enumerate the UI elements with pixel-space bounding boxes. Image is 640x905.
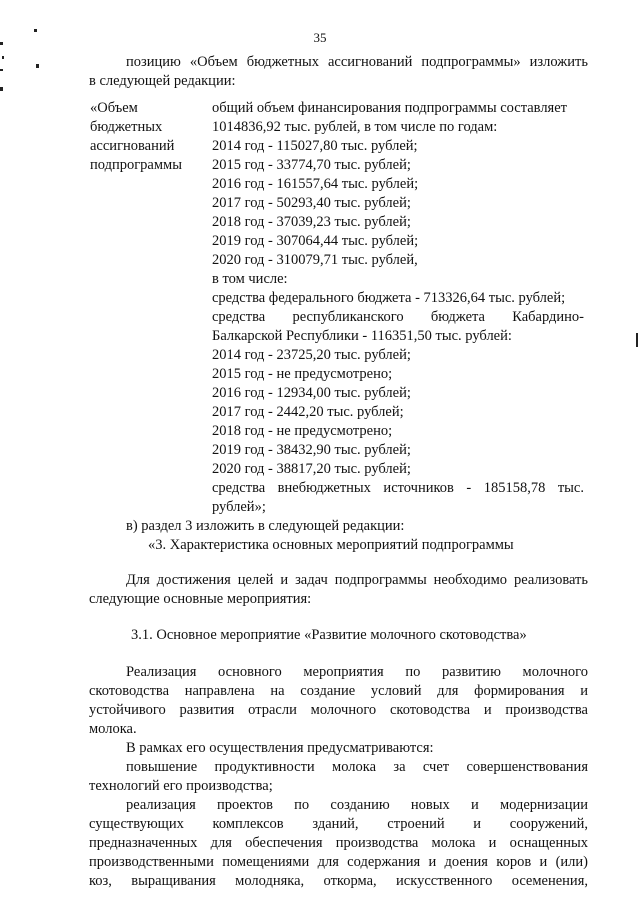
table-value-line: 2014 год - 115027,80 тыс. рублей; — [212, 138, 418, 154]
table-label-line: подпрограммы — [90, 157, 182, 173]
paragraph-line: Реализация основного мероприятия по развитию молочного — [126, 664, 588, 680]
paragraph-line: коз, выращивания молодняка, откорма, искусственного осеменения, — [89, 873, 588, 889]
paragraph-line: производственными помещениями для содержания и доения коров и (или) — [89, 854, 588, 870]
table-value-line: 2019 год - 38432,90 тыс. рублей; — [212, 442, 411, 458]
paragraph-line: Для достижения целей и задач подпрограммы необходимо реализовать — [126, 572, 588, 588]
table-value-line: 2016 год - 12934,00 тыс. рублей; — [212, 385, 411, 401]
table-value-line: 2020 год - 310079,71 тыс. рублей, — [212, 252, 418, 268]
section-heading: «3. Характеристика основных мероприятий подпрограммы — [148, 537, 514, 553]
table-value-line: Балкарской Республики - 116351,50 тыс. рублей: — [212, 328, 512, 344]
table-value-line: 2018 год - 37039,23 тыс. рублей; — [212, 214, 411, 230]
table-value-line: средства федерального бюджета - 713326,64 тыс. рублей; — [212, 290, 566, 306]
table-value-line: 2019 год - 307064,44 тыс. рублей; — [212, 233, 419, 249]
paragraph-line: молока. — [89, 721, 137, 737]
scan-mark — [2, 56, 4, 59]
intro-line: позицию «Объем бюджетных ассигнований подпрограммы» изложить — [126, 54, 588, 70]
paragraph-line: следующие основные мероприятия: — [89, 591, 312, 607]
paragraph-line: В рамках его осуществления предусматриваются: — [126, 740, 434, 756]
table-value-line: в том числе: — [212, 271, 288, 287]
section-b-text: в) раздел 3 изложить в следующей редакции: — [126, 518, 405, 534]
table-value-line: 2015 год - 33774,70 тыс. рублей; — [212, 157, 411, 173]
table-value-line: 2015 год - не предусмотрено; — [212, 366, 393, 382]
table-value-line: 2014 год - 23725,20 тыс. рублей; — [212, 347, 411, 363]
table-value-line: средства республиканского бюджета Кабардино- — [212, 309, 584, 325]
page-number: 35 — [313, 30, 327, 45]
table-value-line: рублей»; — [212, 499, 266, 515]
paragraph-line: устойчивого развития отрасли молочного скотоводства и производства — [89, 702, 588, 718]
table-value-line: общий объем финансирования подпрограммы составляет — [212, 100, 567, 116]
intro-line: в следующей редакции: — [89, 73, 236, 89]
paragraph-line: предназначенных для обеспечения производства молока и оснащенных — [89, 835, 588, 851]
table-value-line: 1014836,92 тыс. рублей, в том числе по годам: — [212, 119, 498, 135]
table-value-line: 2018 год - не предусмотрено; — [212, 423, 393, 439]
scan-mark — [636, 333, 638, 347]
paragraph-line: существующих комплексов зданий, строений и сооружений, — [89, 816, 588, 832]
scan-mark — [36, 64, 39, 68]
paragraph-line: скотоводства направлена на создание условий для формирования и — [89, 683, 588, 699]
table-value-line: 2016 год - 161557,64 тыс. рублей; — [212, 176, 419, 192]
table-value-line: 2017 год - 2442,20 тыс. рублей; — [212, 404, 404, 420]
subheading: 3.1. Основное мероприятие «Развитие молочного скотоводства» — [131, 627, 527, 643]
table-value-line: 2020 год - 38817,20 тыс. рублей; — [212, 461, 411, 477]
table-label-line: бюджетных — [90, 119, 163, 135]
table-label-line: «Объем — [90, 100, 138, 116]
table-label-line: ассигнований — [90, 138, 175, 154]
table-value-line: 2017 год - 50293,40 тыс. рублей; — [212, 195, 411, 211]
table-value-line: средства внебюджетных источников - 185158,78 тыс. — [212, 480, 584, 496]
paragraph-line: реализация проектов по созданию новых и модернизации — [126, 797, 588, 813]
scan-mark — [0, 87, 3, 91]
scan-mark — [0, 69, 3, 71]
paragraph-line: технологий его производства; — [89, 778, 273, 794]
paragraph-line: повышение продуктивности молока за счет совершенствования — [126, 759, 588, 775]
